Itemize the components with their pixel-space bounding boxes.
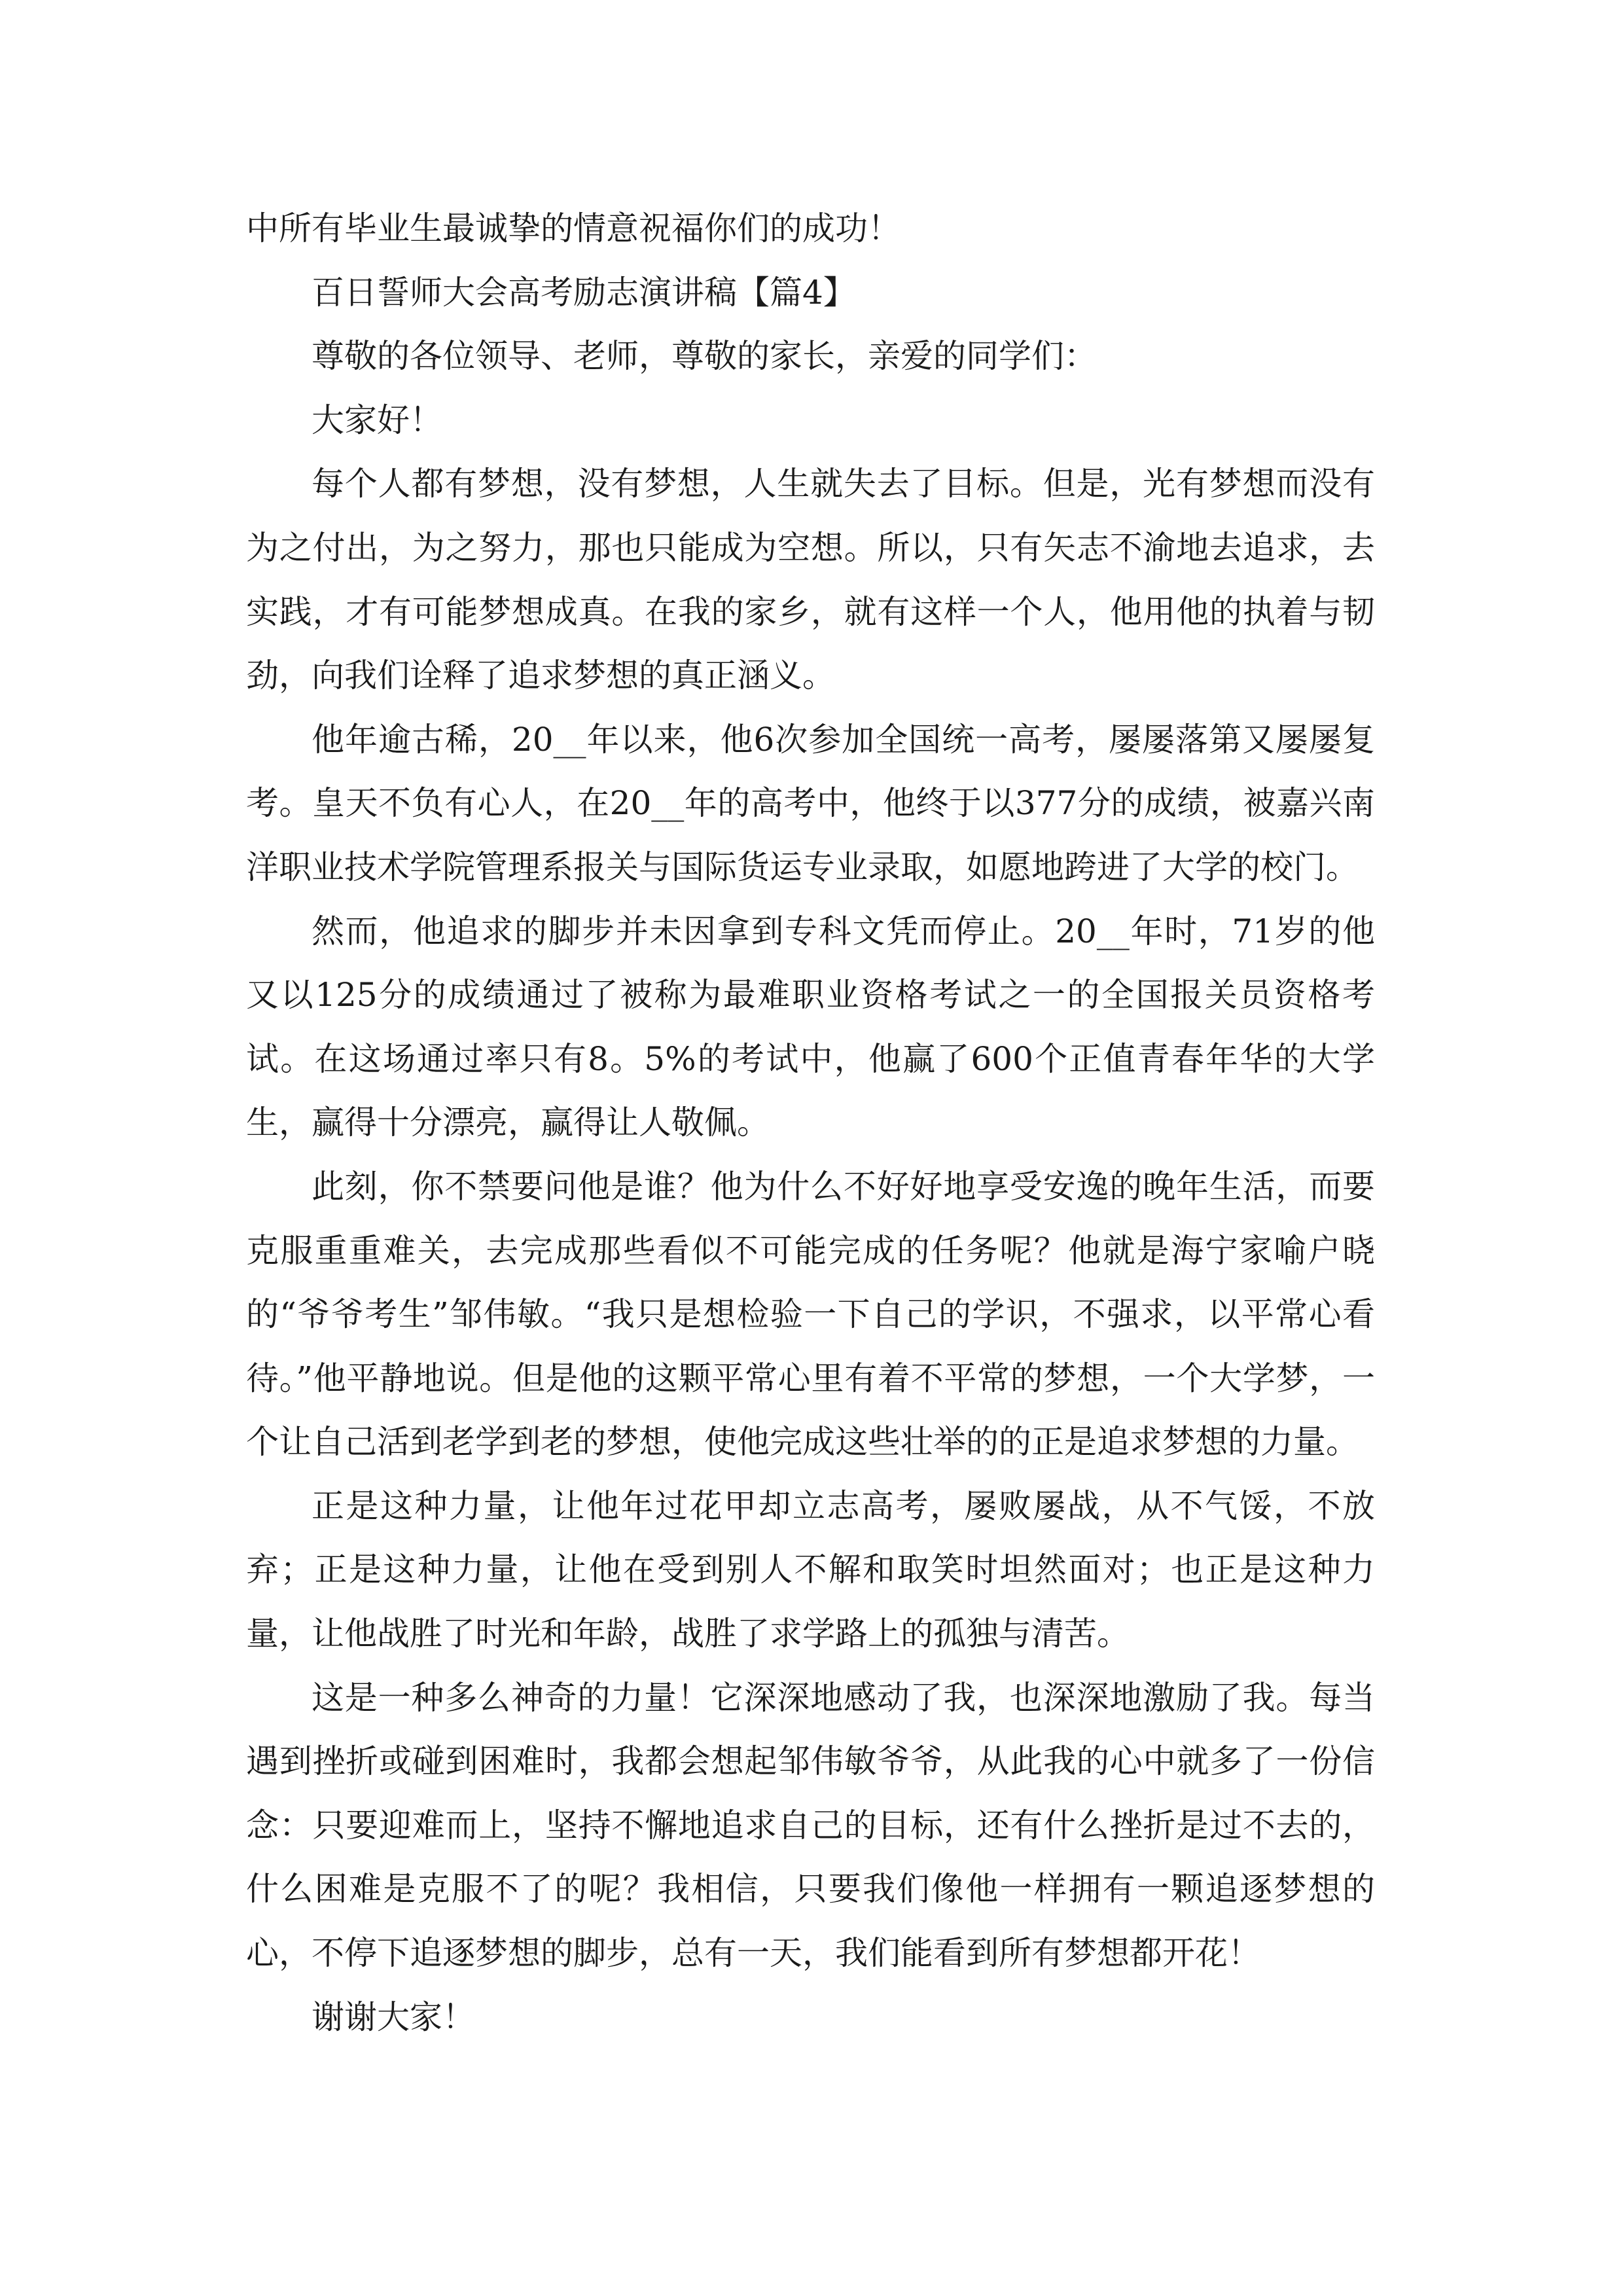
paragraph-body: 他年逾古稀，20__年以来，他6次参加全国统一高考，屡屡落第又屡屡复考。皇天不负有心人，在20__年的高考中，他终于以377分的成绩，被嘉兴南洋职业技术学院管理系报关与国际货运专业录取，如愿地跨进了大学的校门。 — [246, 720, 1375, 886]
paragraph-body: 然而，他追求的脚步并未因拿到专科文凭而停止。20__年时，71岁的他又以125分的成绩通过了被称为最难职业资格考试之一的全国报关员资格考试。在这场通过率只有8。5%的考试中，他赢了600个正值青春年华的大学生，赢得十分漂亮，赢得让人敬佩。 — [246, 912, 1375, 1142]
section-heading: 百日誓师大会高考励志演讲稿【篇4】 — [312, 273, 856, 312]
paragraph-body: 此刻，你不禁要问他是谁？他为什么不好好地享受安逸的晚年生活，而要克服重重难关，去完成那些看似不可能完成的任务呢？他就是海宁家喻户晓的“爷爷考生”邹伟敏。“我只是想检验一下自己的学识，不强求，以平常心看待。”他平静地说。但是他的这颗平常心里有着不平常的梦想，一个大学梦，一个让自己活到老学到老的梦想，使他完成这些壮举的的正是追求梦想的力量。 — [246, 1167, 1375, 1462]
document-body — [246, 197, 1375, 2049]
paragraph-body: 正是这种力量，让他年过花甲却立志高考，屡败屡战，从不气馁，不放弃；正是这种力量，让他在受到别人不解和取笑时坦然面对；也正是这种力量，让他战胜了时光和年龄，战胜了求学路上的孤独与清苦。 — [246, 1486, 1375, 1653]
paragraph-thanks: 谢谢大家！ — [312, 1998, 475, 2036]
paragraph-greeting: 大家好！ — [312, 401, 442, 439]
paragraph-salutation: 尊敬的各位领导、老师，尊敬的家长，亲爱的同学们： — [312, 337, 1097, 376]
paragraph-body: 每个人都有梦想，没有梦想，人生就失去了目标。但是，光有梦想而没有为之付出，为之努力，那也只能成为空想。所以，只有矢志不渝地去追求，去实践，才有可能梦想成真。在我的家乡，就有这样一个人，他用他的执着与韧劲，向我们诠释了追求梦想的真正涵义。 — [246, 465, 1375, 695]
paragraph-body: 这是一种多么神奇的力量！它深深地感动了我，也深深地激励了我。每当遇到挫折或碰到困难时，我都会想起邹伟敏爷爷，从此我的心中就多了一份信念：只要迎难而上，坚持不懈地追求自己的目标，还有什么挫折是过不去的，什么困难是克服不了的呢？我相信，只要我们像他一样拥有一颗追逐梦想的心，不停下追逐梦想的脚步，总有一天，我们能看到所有梦想都开花！ — [246, 1678, 1375, 1973]
paragraph-continued-closing: 中所有毕业生最诚挚的情意祝福你们的成功！ — [246, 209, 901, 247]
